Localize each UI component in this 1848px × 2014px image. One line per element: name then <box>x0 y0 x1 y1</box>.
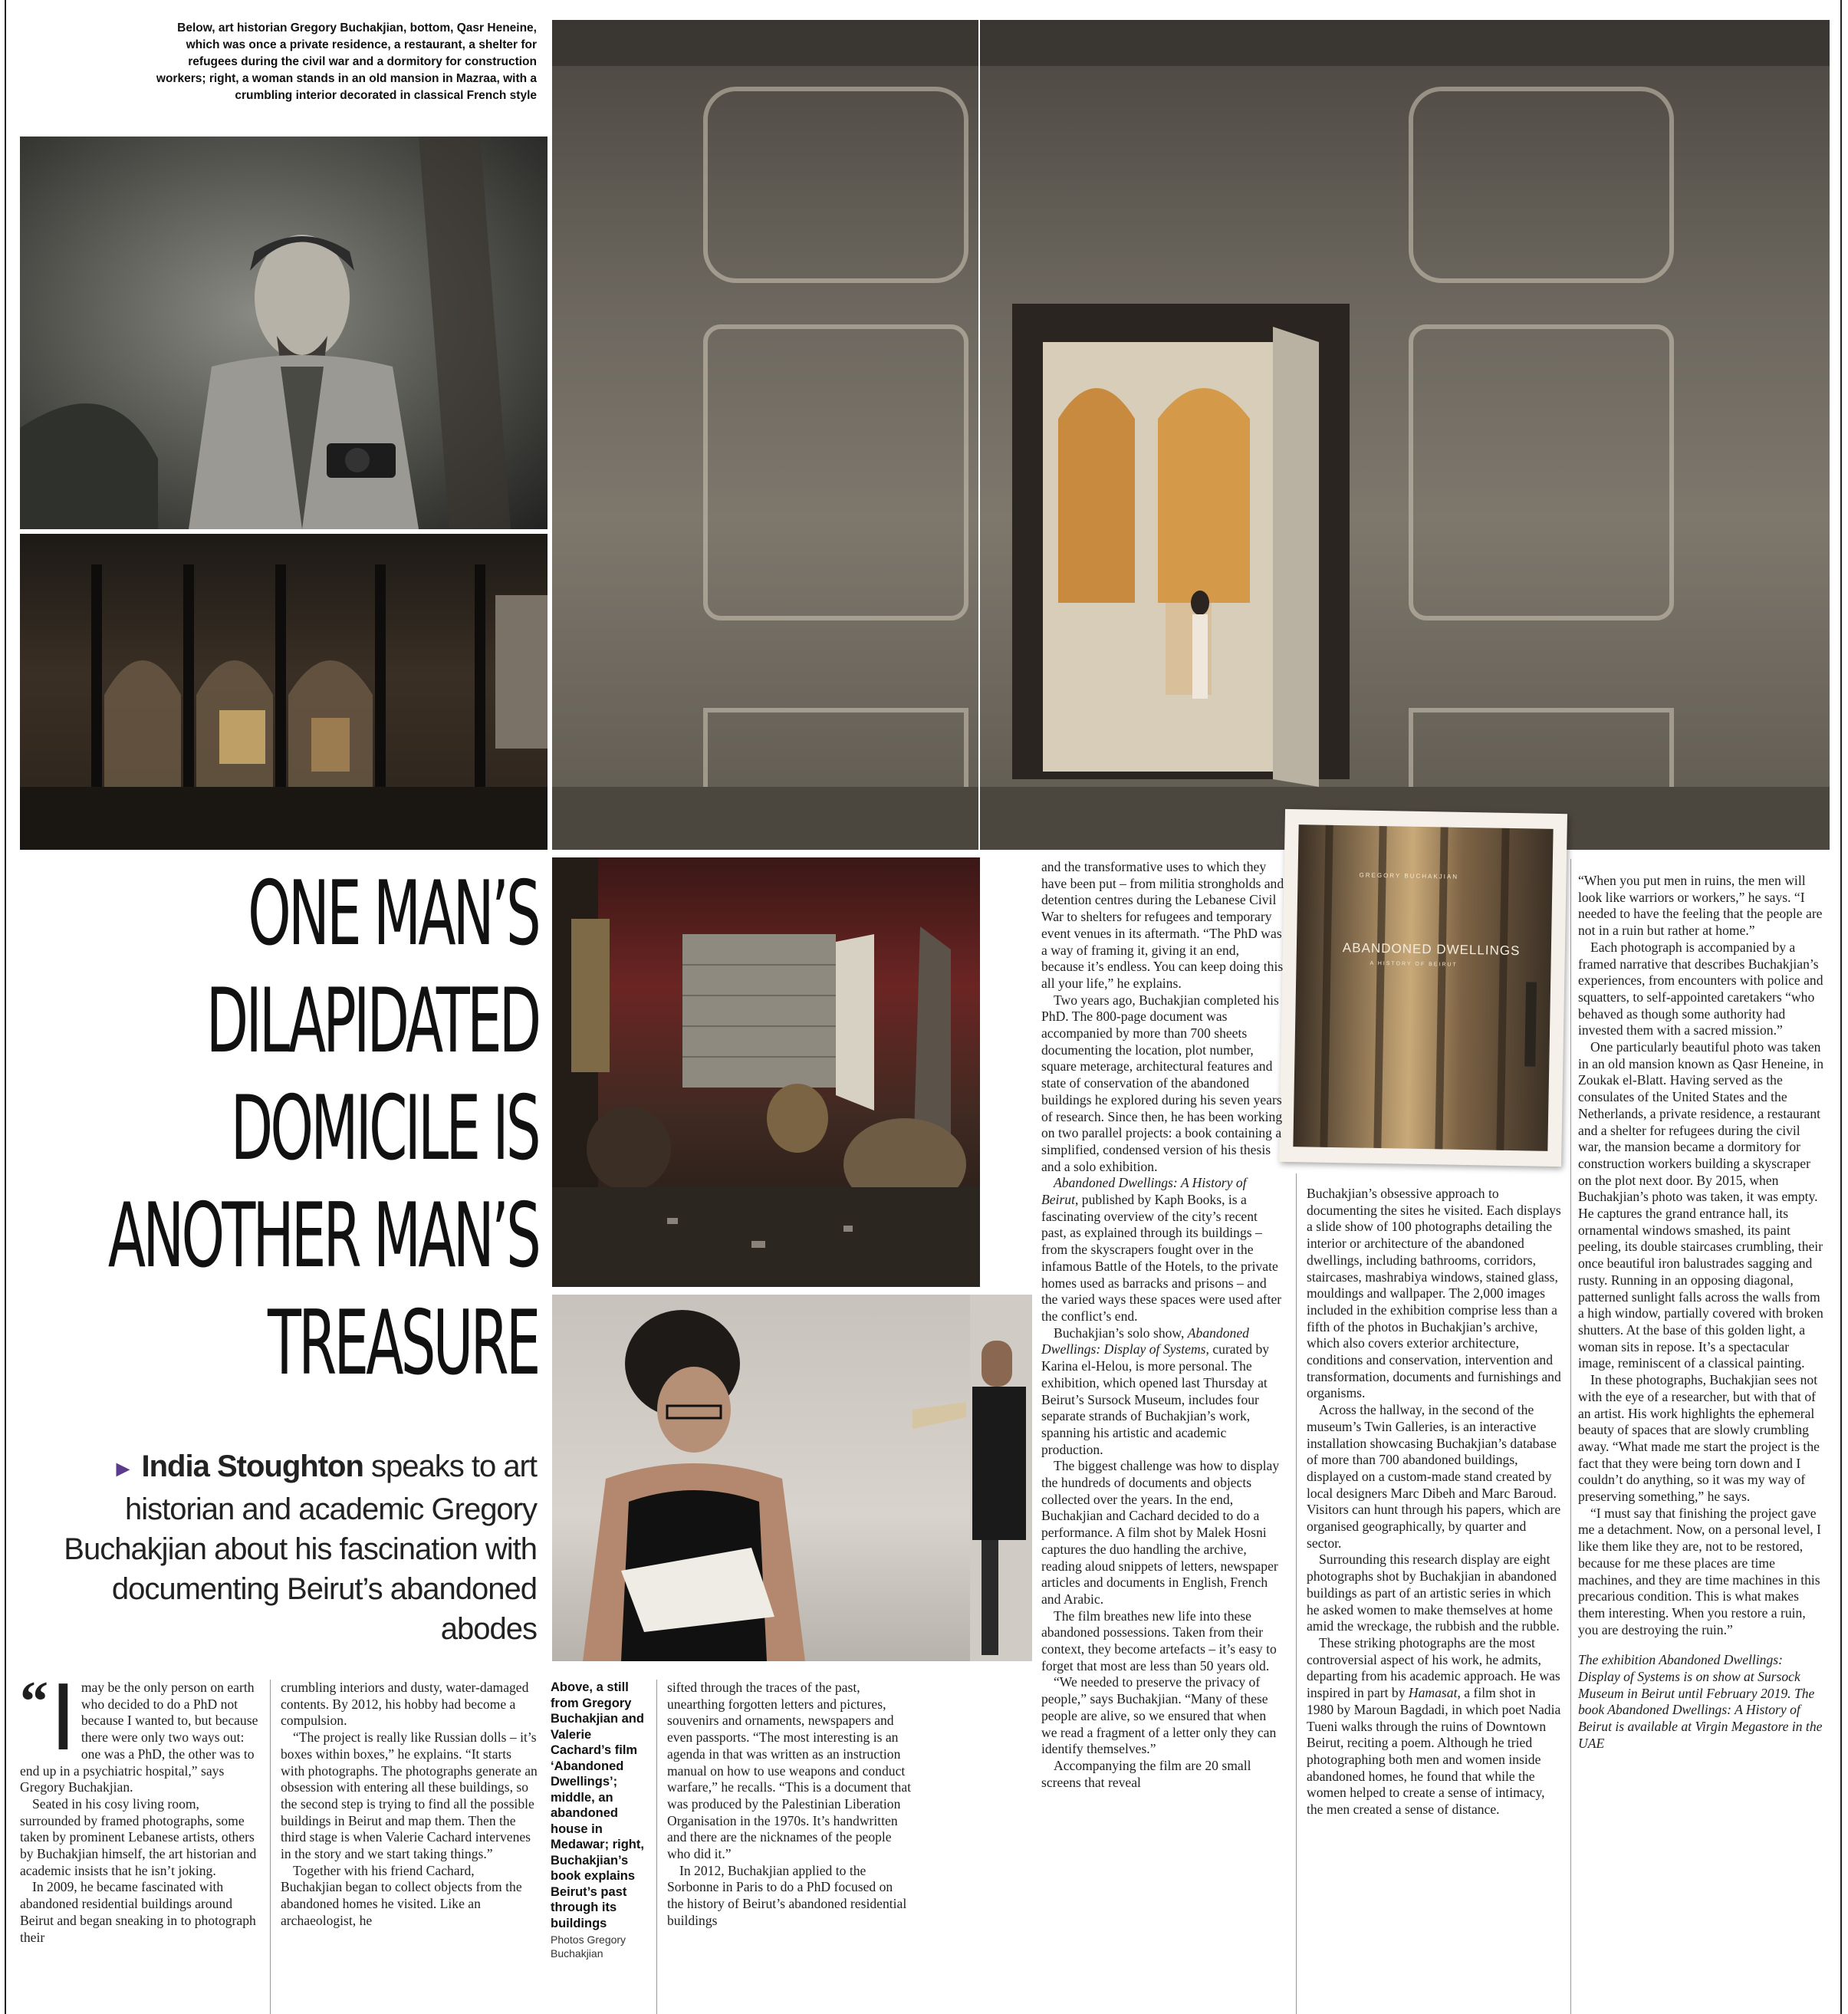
col6-paragraph-4: In these photographs, Buchakjian sees not with the eye of a researcher, but with that of an artist. His work highlights the ephemeral beauty of spaces that are slowly crumbling away. “What made me start the project is the fact that they were being torn down and I couldn’t do anything, so it was my way of preserving something,” he says. <box>1578 1372 1820 1505</box>
col1-paragraph-3: In 2009, he became fascinated with abandoned residential buildings around Beirut and began sneaking in to photograph their <box>20 1879 256 1945</box>
exhibition-footnote: The exhibition Abandoned Dwellings: Display of Systems is on show at Sursock Museum in Beirut until February 2019. The book Abandoned Dwellings: A History of Beirut is available at Virgin Megastore in the UAE <box>1578 1652 1823 1751</box>
dropcap-letter: I <box>50 1665 77 1771</box>
side-caption: Above, a still from Gregory Buchakjian and Valerie Cachard’s film ‘Abandoned Dwellings’; middle, an abandoned house in Medawar; right, Buchakjian’s book explains Beirut’s past through its buildings <box>551 1680 644 1930</box>
col4-paragraph-3: , published by Kaph Books, is a fascinating overview of the city’s recent past, as explained through its buildings – from the skyscrapers fought over in the infamous Battle of the Hotels, to the private homes used as barracks and prisons – and the varied ways these spaces were used after the conflict’s end. <box>1041 1192 1282 1324</box>
gutter-line <box>978 20 980 850</box>
right-margin-rule <box>1840 0 1842 2014</box>
side-caption-block <box>551 1680 649 1960</box>
col6-paragraph-5: “I must say that finishing the project gave me a detachment. Now, on a personal level, I like them like they are, not to be restored, because for me these places are time machines, and they are time machines in this precarious condition. This is what makes them interesting. When you restore a ruin, you are destroying the ruin.” <box>1578 1505 1821 1637</box>
headline-line-2: DILAPIDATED <box>206 969 538 1073</box>
article-column-6 <box>1578 873 1827 1752</box>
col6-paragraph-3: One particularly beautiful photo was taken in an old mansion known as Qasr Heneine, in Zoukak el-Blatt. Having served as the consulates of the United States and the Netherlands, a private residence, a restaurant and a shelter for refugees during the civil war, the mansion became a dormitory for construction workers building a skyscraper on the plot next door. By 2015, when Buchakjian’s photo was taken, it was empty. He captures the grand entrance hall, its ornamental windows smashed, its paint peeling, its double staircases crumbling, their once beautiful iron balustrades sagging and rusty. Running in an opposing diagonal, patterned sunlight falls across the walls from a high window, partially covered with broken shutters. At the base of this golden light, a woman sits in repose. It’s a spectacular image, reminiscent of a classical painting. <box>1578 1039 1824 1371</box>
col6-paragraph-1: “When you put men in ruins, the men will look like warriors or workers,” he says. “I needed to have the feeling that the people are not in a ruin but rather at home.” <box>1578 873 1823 939</box>
column-rule <box>270 1680 271 2014</box>
col2-paragraph-2: “The project is really like Russian dolls – it’s boxes within boxes,” he explains. “It starts with photographs. The photographs generate an obsession with entering all these buildings, so the second step is trying to find all the possible buildings in Beirut and map them. Then the third stage is when Valerie Cachard intervenes in the story and we start taking things.” <box>281 1729 538 1862</box>
column-rule <box>1570 859 1571 2014</box>
col4-paragraph-4b: curated by Karina el-Helou, is more personal. The exhibition, which opened last Thursday at Beirut’s Sursock Museum, includes four separate strands of Buchakjian’s work, spanning his artistic and academic production. <box>1041 1341 1270 1457</box>
col4-paragraph-1: and the transformative uses to which they have been put – from militia strongholds and detention centres during the Lebanese Civil War to shelters for refugees and temporary event venues in its aftermath. “The PhD was a way of framing it, giving it an end, because it’s endless. You can keep doing this all your life,” he explains. <box>1041 859 1284 991</box>
col3-paragraph-1: sifted through the traces of the past, unearthing forgotten letters and pictures, souvenirs and ornaments, newspapers and even passports. “The most interesting is an agenda in that was written as an instruction manual on how to use weapons and conduct warfare,” he recalls. “This is a document that was produced by the Palestinian Liberation Organisation in the 1970s. It’s handwritten and there are the nicknames of the people who did it.” <box>667 1680 912 1862</box>
column-rule <box>656 1680 657 2014</box>
col1-paragraph-2: Seated in his cosy living room, surrounded by framed photographs, some taken by prominent Lebanese artists, others by Buchakjian himself, the art historian and academic insists that he isn’t joking. <box>20 1795 257 1878</box>
book-cover <box>1279 809 1567 1167</box>
col5-paragraph-2: Across the hallway, in the second of the museum’s Twin Galleries, is an interactive installation showcasing Buchakjian’s database of more than 700 abandoned buildings, displayed on a custom-made stand created by local designers Marc Dibeh and Marc Baroud. Visitors can hunt through his papers, which are organised geographically, by quarter and sector. <box>1307 1402 1561 1551</box>
film-still-photo <box>552 1295 1032 1661</box>
col4-paragraph-6: The film breathes new life into these abandoned possessions. Taken from their context, they become artefacts – it’s easy to forget that most are less than 50 years old. <box>1041 1608 1277 1673</box>
headline-line-4: ANOTHER MAN’S <box>107 1184 538 1288</box>
photo-credit: Photos Gregory Buchakjian <box>551 1933 626 1960</box>
dropcap-quote: “ <box>20 1670 48 1733</box>
headline-block <box>31 861 538 1420</box>
book-author: GREGORY BUCHAKJIAN <box>1359 871 1459 880</box>
left-margin-rule <box>5 0 6 2014</box>
book-subtitle: A HISTORY OF BEIRUT <box>1370 960 1458 968</box>
col2-paragraph-3: Together with his friend Cachard, Buchakjian began to collect objects from the abandoned homes he visited. Like an archaeologist, he <box>281 1862 522 1928</box>
medawar-house-photo <box>552 857 980 1287</box>
photo-caption-top: Below, art historian Gregory Buchakjian, bottom, Qasr Heneine, which was once a private residence, a restaurant, a shelter for refugees during the civil war and a dormitory for construction workers; right, a woman stands in an old mansion in Mazraa, with a crumbling interior decorated in classical French style <box>156 21 537 102</box>
col4-paragraph-5: The biggest challenge was how to display the hundreds of documents and objects collected over the years. In the end, Buchakjian and Cachard decided to do a performance. A film shot by Malek Hosni captures the duo handling the archive, reading aloud snippets of letters, newspaper articles and documents in English, French and Arabic. <box>1041 1458 1280 1607</box>
article-column-2 <box>281 1680 538 1930</box>
book-title: ABANDONED DWELLINGS <box>1342 940 1521 959</box>
headline-line-5: TREASURE <box>268 1292 538 1395</box>
article-column-1 <box>20 1665 259 1946</box>
headline-line-1: ONE MAN’S <box>248 862 538 966</box>
col3-paragraph-2: In 2012, Buchakjian applied to the Sorbonne in Paris to do a PhD focused on the history of Beirut’s abandoned residential buildings <box>667 1862 907 1928</box>
col4-paragraph-8: Accompanying the film are 20 small screens that reveal <box>1041 1757 1251 1790</box>
arrow-icon: ► <box>111 1456 134 1482</box>
portrait-photo <box>20 137 547 529</box>
col4-paragraph-2: Two years ago, Buchakjian completed his PhD. The 800-page document was accompanied by more than 700 sheets documenting the location, plot number, square meterage, architectural features and state of conservation of the abandoned buildings he explored during his seven years of research. Since then, he has been working on two parallel projects: a book containing a simplified, condensed version of his thesis and a solo exhibition. <box>1041 992 1283 1174</box>
col5-paragraph-4b: , a film shot in 1980 by Maroun Bagdadi, in which poet Nadia Tueni walks through the ruins of Downtown Beirut, reciting a poem. Although he tried photographing both men and women inside abandoned homes, he found that while the women helped to create a sense of intimacy, the men created a sense of distance. <box>1307 1685 1561 1818</box>
mazraa-mansion-photo <box>552 20 1830 850</box>
article-column-4 <box>1041 859 1285 1791</box>
column-rule <box>1296 1173 1297 2014</box>
standfirst <box>54 1446 537 1649</box>
article-column-5 <box>1307 1186 1561 1818</box>
author-name: India Stoughton <box>141 1450 363 1483</box>
qasr-heneine-photo <box>20 534 547 850</box>
show-title-italic: Abandoned Dwellings: Display of Systems, <box>1041 1325 1249 1357</box>
col4-paragraph-7: “We needed to preserve the privacy of people,” says Buchakjian. “Many of these people are alive, so we ensured that when we read a fragment of a letter only they can identify themselves.” <box>1041 1674 1277 1757</box>
article-column-3 <box>667 1680 911 1930</box>
col2-paragraph-1: crumbling interiors and dusty, water-damaged contents. By 2012, his hobby had become a compulsion. <box>281 1680 529 1729</box>
col5-paragraph-1: Buchakjian’s obsessive approach to documenting the sites he visited. Each displays a slide show of 100 photographs detailing the interior or architecture of the abandoned dwellings, including bathrooms, corridors, staircases, mashrabiya windows, stained glass, mouldings and wallpaper. The 2,000 images included in the exhibition comprise less than a fifth of the photos in Buchakjian’s archive, which also covers exterior architecture, conditions and conservation, intervention and transformation, documents and furnishings and organisms. <box>1307 1186 1561 1401</box>
book-cover-image <box>1293 824 1553 1151</box>
col4-paragraph-4a: Buchakjian’s solo show, <box>1054 1325 1188 1341</box>
standfirst-text: speaks to art historian and academic Gregory Buchakjian about his fascination with documenting Beirut’s abandoned abodes <box>64 1450 537 1646</box>
book-title-italic: Abandoned Dwellings: A History of Beirut <box>1041 1175 1247 1208</box>
film-title-italic: Hamasat <box>1408 1685 1458 1701</box>
col5-paragraph-3: Surrounding this research display are eight photographs shot by Buchakjian in abandoned buildings as part of an artistic series in which he asked women to make themselves at home amid the wreckage, the rubbish and the rubble. <box>1307 1552 1560 1634</box>
col1-lead: may be the only person on earth who decided to do a PhD not because I wanted to, but because there were only two ways out: one was a PhD, the other was to end up in a psychiatric hospital,” says Gregory Buchakjian. <box>20 1680 258 1795</box>
col5-paragraph-4a: These striking photographs are the most controversial aspect of his work, he admits, departing from his academic approach. He was inspired in part by <box>1307 1634 1560 1701</box>
col6-paragraph-2: Each photograph is accompanied by a framed narrative that describes Buchakjian’s experiences, from encounters with police and squatters, to self-appointed caretakers “who behaved as though some authority had invested them with a sacred mission.” <box>1578 939 1823 1038</box>
headline-line-3: DOMICILE IS <box>231 1077 538 1180</box>
